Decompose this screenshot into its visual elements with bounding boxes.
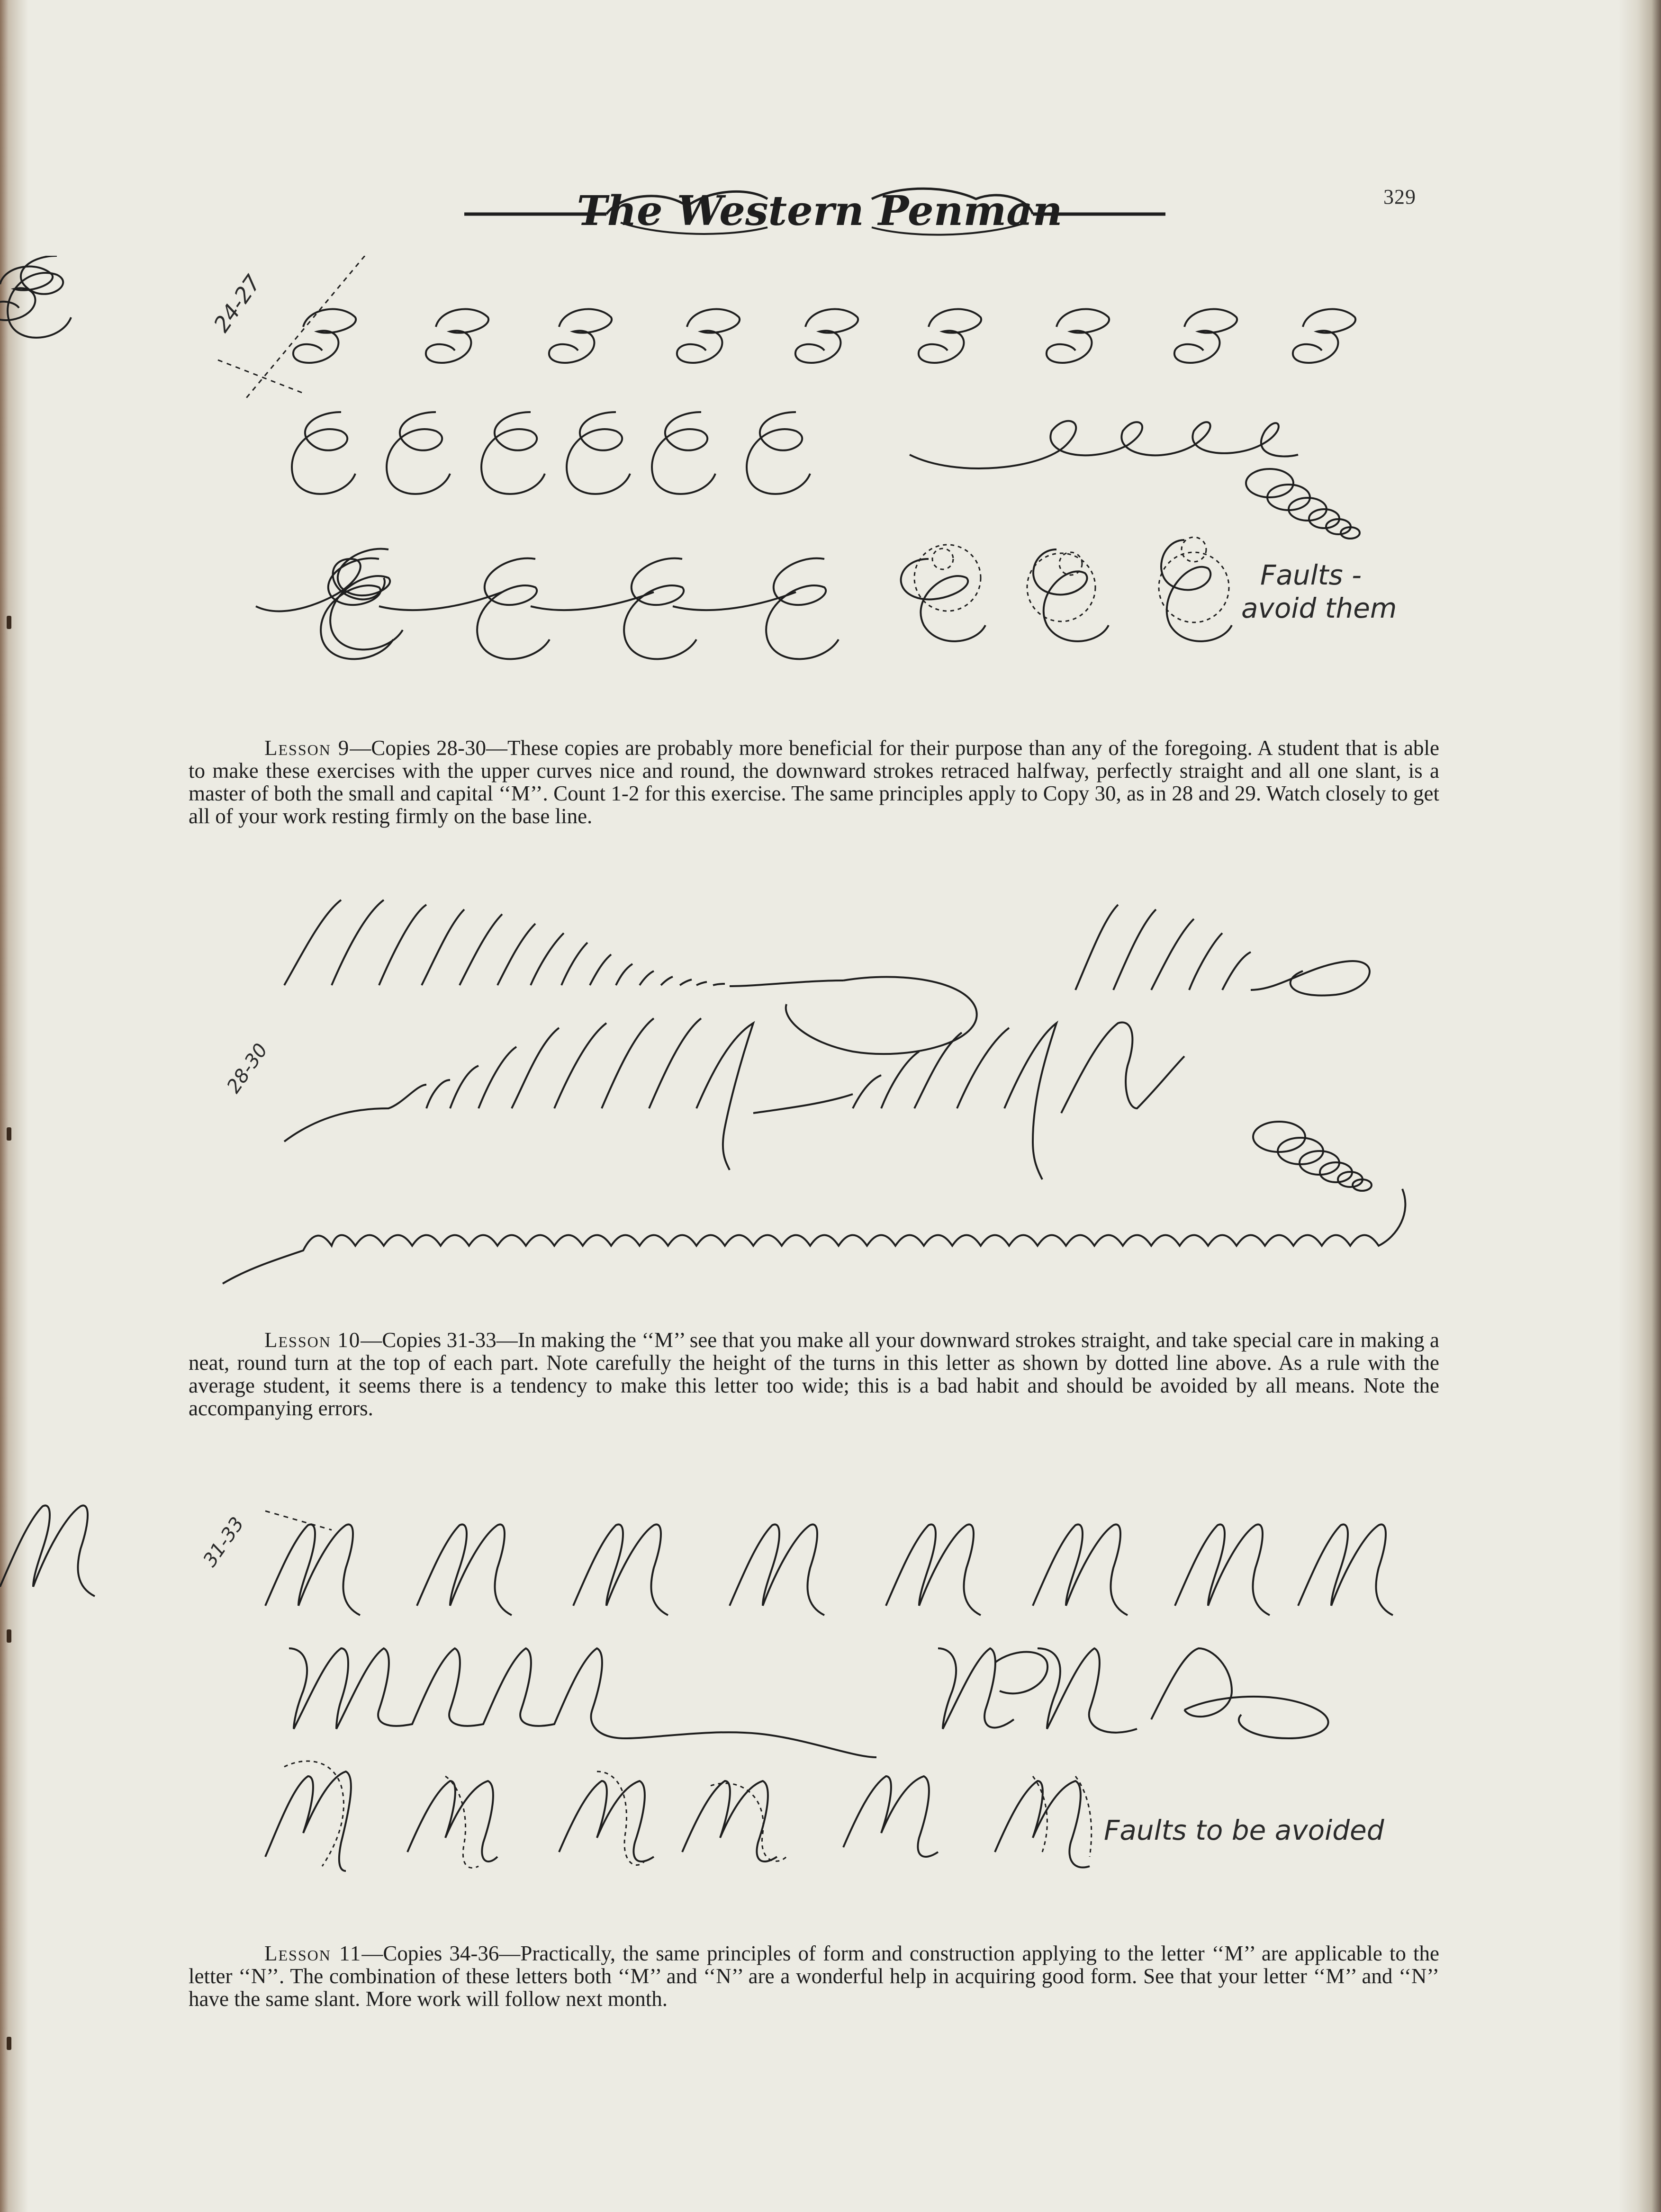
row-flourished-e: [256, 537, 1232, 659]
row-joined-m: [289, 1648, 1328, 1757]
masthead-title: The Western Penman: [577, 187, 1063, 235]
fault-e-dotted: [914, 537, 1229, 622]
fault-note-line2: avoid them: [1241, 592, 1397, 624]
copy-plate-capital-m: [0, 1492, 1661, 1885]
m-exercise-drawing: [0, 886, 1661, 1303]
fault-m-dotted: [284, 1761, 1092, 1868]
capital-m-drawing: [0, 1492, 1661, 1885]
lesson-11-text: —Copies 34-36—Practically, the same principles of form and construction applying to the letter ‘‘M’’ are applicable to the letter ‘‘N’’. The combination of these letters both ‘‘M’’ and ‘‘N’’ are a wonderful help in acquiring good form. See that your letter ‘‘M’’ and ‘‘N’’ have the same slant. More work will follow next month.: [189, 1942, 1440, 2011]
row-fault-m: [265, 1761, 1092, 1871]
row-running-m: [223, 1189, 1405, 1284]
lesson-10-text: —Copies 31-33—In making the ‘‘M’’ see that you make all your downward strokes straight, and take special care in making a neat, round turn at the top of each part. Note carefully the height of the turns in this letter as shown by dotted line above. As a rule with the average student, it seems there is a tendency to make this letter too wide; this is a bad habit and should be avoided by all means. Note the accompanying errors.: [189, 1328, 1439, 1420]
copy-label-31-33: 31-33: [199, 1513, 249, 1571]
row-capital-e: [0, 267, 1355, 363]
lesson-10-heading: Lesson 10: [264, 1328, 361, 1352]
copy-label-28-30: 28-30: [223, 1039, 272, 1097]
oval-spiral: [1246, 469, 1360, 539]
lesson-9-paragraph: [189, 737, 1439, 827]
masthead: [464, 180, 1175, 242]
oval-spiral: [1253, 1122, 1372, 1191]
e-exercise-drawing: [0, 256, 1661, 682]
fault-note-line1: Faults -: [1260, 559, 1362, 591]
fault-note: Faults to be avoided: [1104, 1814, 1384, 1846]
page-number: 329: [1383, 185, 1416, 208]
lesson-9-heading: Lesson 9: [264, 736, 350, 760]
lesson-10-paragraph: [189, 1329, 1439, 1420]
lesson-11-paragraph: [189, 1942, 1439, 2010]
copy-plate-e-exercises: [0, 256, 1661, 682]
copy-plate-m-exercises: [0, 886, 1661, 1303]
row-diminishing-m: [284, 900, 1370, 1054]
binding-stitch: [7, 2037, 11, 2050]
masthead-ornament: [464, 180, 1175, 242]
lesson-11-heading: Lesson 11: [264, 1942, 362, 1965]
lesson-9-text: —Copies 28-30—These copies are probably more beneficial for their purpose than any of the foregoing. A student that is able to make these exercises with the upper curves nice and round, the downward strokes retraced halfway, perfectly straight and all one slant, is a master of both the small and capital ‘‘M’’. Count 1-2 for this exercise. The same principles apply to Copy 30, as in 28 and 29. Watch closely to get all of your work resting firmly on the base line.: [189, 736, 1439, 828]
copy-label-24-27: 24-27: [208, 270, 266, 337]
row-looped-e: [8, 256, 1360, 539]
